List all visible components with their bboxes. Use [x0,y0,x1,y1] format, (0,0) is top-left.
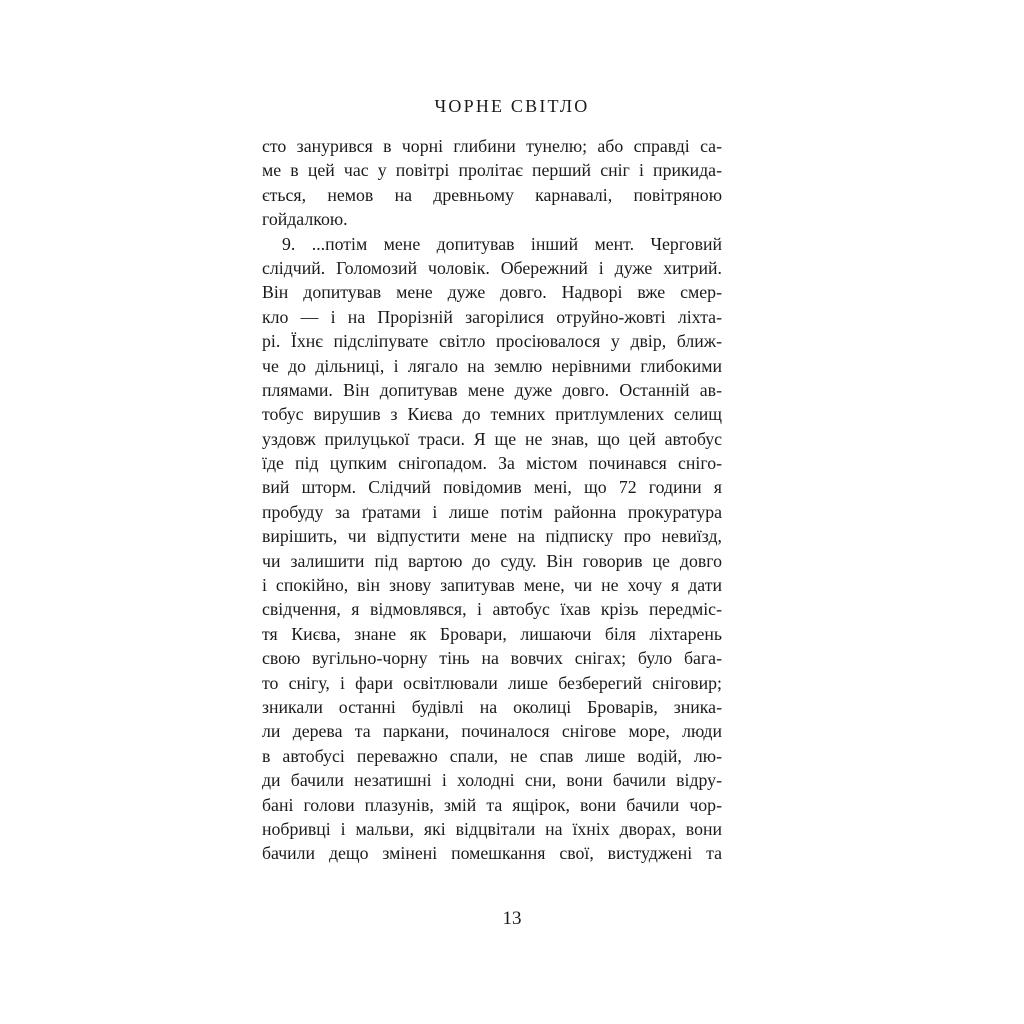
text-line: гойдалкою. [262,209,348,230]
text-line: рі. Їхнє підсліпувате світло просіювалося у двір, ближ- [262,331,722,352]
text-line: свою вугільно-чорну тінь на вовчих снігах; було бага- [262,648,722,669]
text-line: чи залишити під вартою до суду. Він говорив це довго [262,550,722,571]
text-line: ме в цей час у повітрі пролітає перший сніг і прикида- [262,160,722,181]
text-line: тобус вирушив з Києва до темних притлумлених селищ [262,404,722,425]
text-line: Він допитував мене дуже довго. Надворі вже смер- [262,282,722,303]
text-line: плямами. Він допитував мене дуже довго. Останній ав- [262,379,722,400]
text-line: сто занурився в чорні глибини тунелю; або справді са- [262,136,722,156]
running-head: ЧОРНЕ СВІТЛО [434,96,590,116]
text-line: то снігу, і фари освітлювали лише безберегий сніговир; [262,672,722,693]
text-line: че до дільниці, і лягало на землю нерівними глибокими [262,355,722,376]
text-line: і спокійно, він знову запитував мене, чи не хочу я дати [262,575,722,596]
text-line: вирішить, чи відпустити мене на підписку про невиїзд, [262,526,722,547]
text-line: в автобусі переважно спали, не спав лише водій, лю- [262,745,722,766]
text-line: тя Києва, знане як Бровари, лишаючи біля ліхтарень [262,623,722,644]
text-line: свідчення, я відмовлявся, і автобус їхав крізь передміс- [262,599,722,620]
text-line: 9. ...потім мене допитував інший мент. Черговий [282,233,722,254]
text-line: кло — і на Прорізній загорілися отруйно-жовті ліхта- [262,306,722,327]
text-line: бані голови плазунів, змій та ящірок, вони бачили чор- [262,794,722,815]
text-line: нобривці і мальви, які відцвітали на їхніх дворах, вони [262,818,722,839]
text-line: ди бачили незатишні і холодні сни, вони бачили відру- [262,770,722,791]
text-line: пробуду за ґратами і лише потім районна прокуратура [262,501,722,522]
text-line: ли дерева та паркани, починалося снігове море, люди [262,721,722,742]
text-line: уздовж прилуцької траси. Я ще не знав, що цей автобус [262,428,722,449]
page-number: 13 [502,908,522,929]
text-line: бачили дещо змінені помешкання свої, вистуджені та [262,843,722,864]
body-text [262,134,722,866]
text-line: слідчий. Голомозий чоловік. Обережний і дуже хитрий. [262,257,722,278]
text-line: їде під цупким снігопадом. За містом починався сніго- [262,453,722,474]
text-line: ється, немов на древньому карнавалі, повітряною [262,184,722,205]
text-line: зникали останні будівлі на околиці Броварів, зника- [262,696,722,717]
text-line: вий шторм. Слідчий повідомив мені, що 72 години я [262,477,722,498]
